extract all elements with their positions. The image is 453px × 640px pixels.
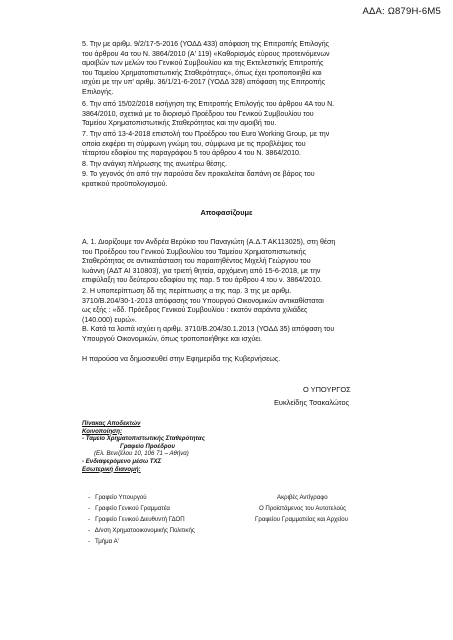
text-line: αμοιβών των μελών του Γενικού Συμβουλίου και της Εκτελεστικής Επιτροπής — [82, 59, 324, 68]
text-line: ισχύει με την υπ' αριθμ. 36/1/21-6-2017 (ΥΟΔΔ 328) απόφαση της Επιτροπής — [82, 78, 326, 87]
text-line: 9. Το γεγονός ότι από την παρούσα δεν προκαλείται δαπάνη σε βάρος του — [82, 170, 315, 178]
internal-item: - Γραφείο Υπουργού — [88, 494, 147, 501]
reason-paragraph-8 — [82, 160, 382, 170]
email-note: - Ενδιαφερόμενο μέσω ΤΧΣ — [82, 457, 162, 465]
text-line: οποία εκφέρει τη σύμφωνη γνώμη του, σύμφωνα με τις προβλέψεις του — [82, 139, 306, 148]
reason-paragraph-9 — [82, 170, 382, 189]
certified-copy-office-1: Ο Προϊστάμενος του Αυτοτελούς — [259, 505, 347, 512]
decision-paragraph-a2 — [82, 287, 382, 325]
text-line: (140.000) ευρώ». — [82, 315, 137, 324]
email-note-text: Ενδιαφερόμενο μέσω ΤΧΣ — [85, 457, 162, 465]
publish-note: Η παρούσα να δημοσιευθεί στην Εφημερίδα της Κυβερνήσεως. — [82, 355, 281, 363]
internal-label: Εσωτερική διανομή: — [82, 465, 141, 473]
signature-role: Ο ΥΠΟΥΡΓΟΣ — [303, 385, 351, 394]
ada-code: ΑΔΑ: Ω879Η-6Μ5 — [362, 6, 441, 17]
text-line: Υπουργού Οικονομικών, όπως τροποποιήθηκε και ισχύει. — [82, 334, 262, 343]
decision-paragraph-a1 — [82, 238, 382, 286]
text-line: Επιλογής. — [82, 87, 114, 96]
certified-copy-label: Ακριβές Αντίγραφο — [277, 494, 328, 501]
text-line: του Προέδρου του Γενικού Συμβουλίου του Ταμείου Χρηματοπιστωτικής — [82, 247, 307, 256]
text-line: Α. 1. Διορίζουμε τον Ανδρέα Βερύκιο του Παναγιώτη (Α.Δ.Τ ΑΚ113025), στη θέση — [82, 238, 336, 246]
text-line: 3864/2010, σχετικά με το διορισμό Προέδρου του Γενικού Συμβουλίου του — [82, 109, 314, 118]
text-line: Ιωάννη (ΑΔΤ ΑΙ 310803), για τριετή θητεία, αρχόμενη από 15-6-2018, με την — [82, 266, 321, 275]
internal-item: - Δ/νση Χρηματοοικονομικής Πολιτικής — [88, 527, 195, 534]
text-line: κρατικού προϋπολογισμού. — [82, 179, 168, 188]
certified-copy-office-2: Γραφείου Γραμματείας και Αρχείου — [255, 516, 349, 523]
text-line: επιφύλαξη του δεύτερου εδαφίου της παρ. 5 του άρθρου 4 του ν. 3864/2010. — [82, 276, 322, 285]
decision-paragraph-b — [82, 325, 382, 344]
text-line: τέταρτου εδαφίου της παραγράφου 5 του άρθρου 4 του Ν. 3864/2010. — [82, 149, 301, 158]
distribution-title: Πίνακας Αποδεκτών — [82, 420, 141, 427]
recipient-name-text: Ταμείο Χρηματοπιστωτικής Σταθερότητας — [85, 435, 205, 443]
reason-paragraph-6 — [82, 100, 382, 129]
reason-paragraph-7 — [82, 130, 382, 159]
signature-name: Ευκλείδης Τσακαλώτος — [274, 398, 350, 407]
text-line: 8. Την ανάγκη πλήρωσης της ανωτέρω θέσης. — [82, 160, 228, 168]
text-line: 2. Η υποπερίπτωση δδ της περίπτωσης α της παρ. 3 της με αριθμ. — [82, 287, 292, 295]
text-line: του άρθρου 4α του Ν. 3864/2010 (Α' 119) «Καθορισμός εύρους προτεινόμενων — [82, 49, 330, 58]
text-line: Ταμείου Χρηματοπιστωτικής Σταθερότητας και την αμοιβή του. — [82, 119, 277, 128]
text-line: 6. Την από 15/02/2018 εισήγηση της Επιτροπής Επιλογής του άρθρου 4Α του Ν. — [82, 100, 335, 108]
distribution-block — [82, 420, 205, 473]
recipient-address: (Ελ. Βενιζέλου 10, 106 71 – Αθήνα) — [94, 450, 189, 458]
internal-item: - Τμήμα Α' — [88, 538, 119, 545]
text-line: του Ταμείου Χρηματοπιστωτικής Σταθερότητας», όπως έχει τροποποιηθεί και — [82, 68, 322, 77]
recipient-name: - Ταμείο Χρηματοπιστωτικής Σταθερότητας — [82, 435, 205, 443]
text-line: 7. Την από 13-4-2018 επιστολή του Προέδρου του Euro Working Group, με την — [82, 130, 330, 138]
text-line: ως εξής : «δδ. Πρόεδρος Γενικού Συμβουλίου : εκατόν σαράντα χιλιάδες — [82, 306, 308, 315]
text-line: 5. Την με αριθμ. 9/2/17-5-2016 (ΥΟΔΔ 433) απόφαση της Επιτροπής Επιλογής — [82, 40, 330, 48]
internal-item: - Γραφείο Γενικού Γραμματέα — [88, 505, 170, 512]
reason-paragraph-5 — [82, 40, 382, 98]
text-line: 3710/Β.204/30-1-2013 απόφασης του Υπουργού Οικονομικών αντικαθίσταται — [82, 296, 324, 305]
decision-heading: Αποφασίζουμε — [200, 208, 253, 217]
recipient-role: Γραφείο Προέδρου — [120, 442, 175, 450]
text-line: Σταθερότητας σε αντικατάσταση του παραιτηθέντος Μιχελή Γεώργιου του — [82, 257, 311, 266]
internal-item: - Γραφείο Γενικού Διευθυντή ΓΔΟΠ — [88, 516, 185, 523]
notification-label: Κοινοποίηση: — [82, 427, 122, 435]
text-line: Β. Κατά τα λοιπά ισχύει η αριθμ. 3710/Β.204/30.1.2013 (ΥΟΔΔ 35) απόφαση του — [82, 325, 335, 333]
